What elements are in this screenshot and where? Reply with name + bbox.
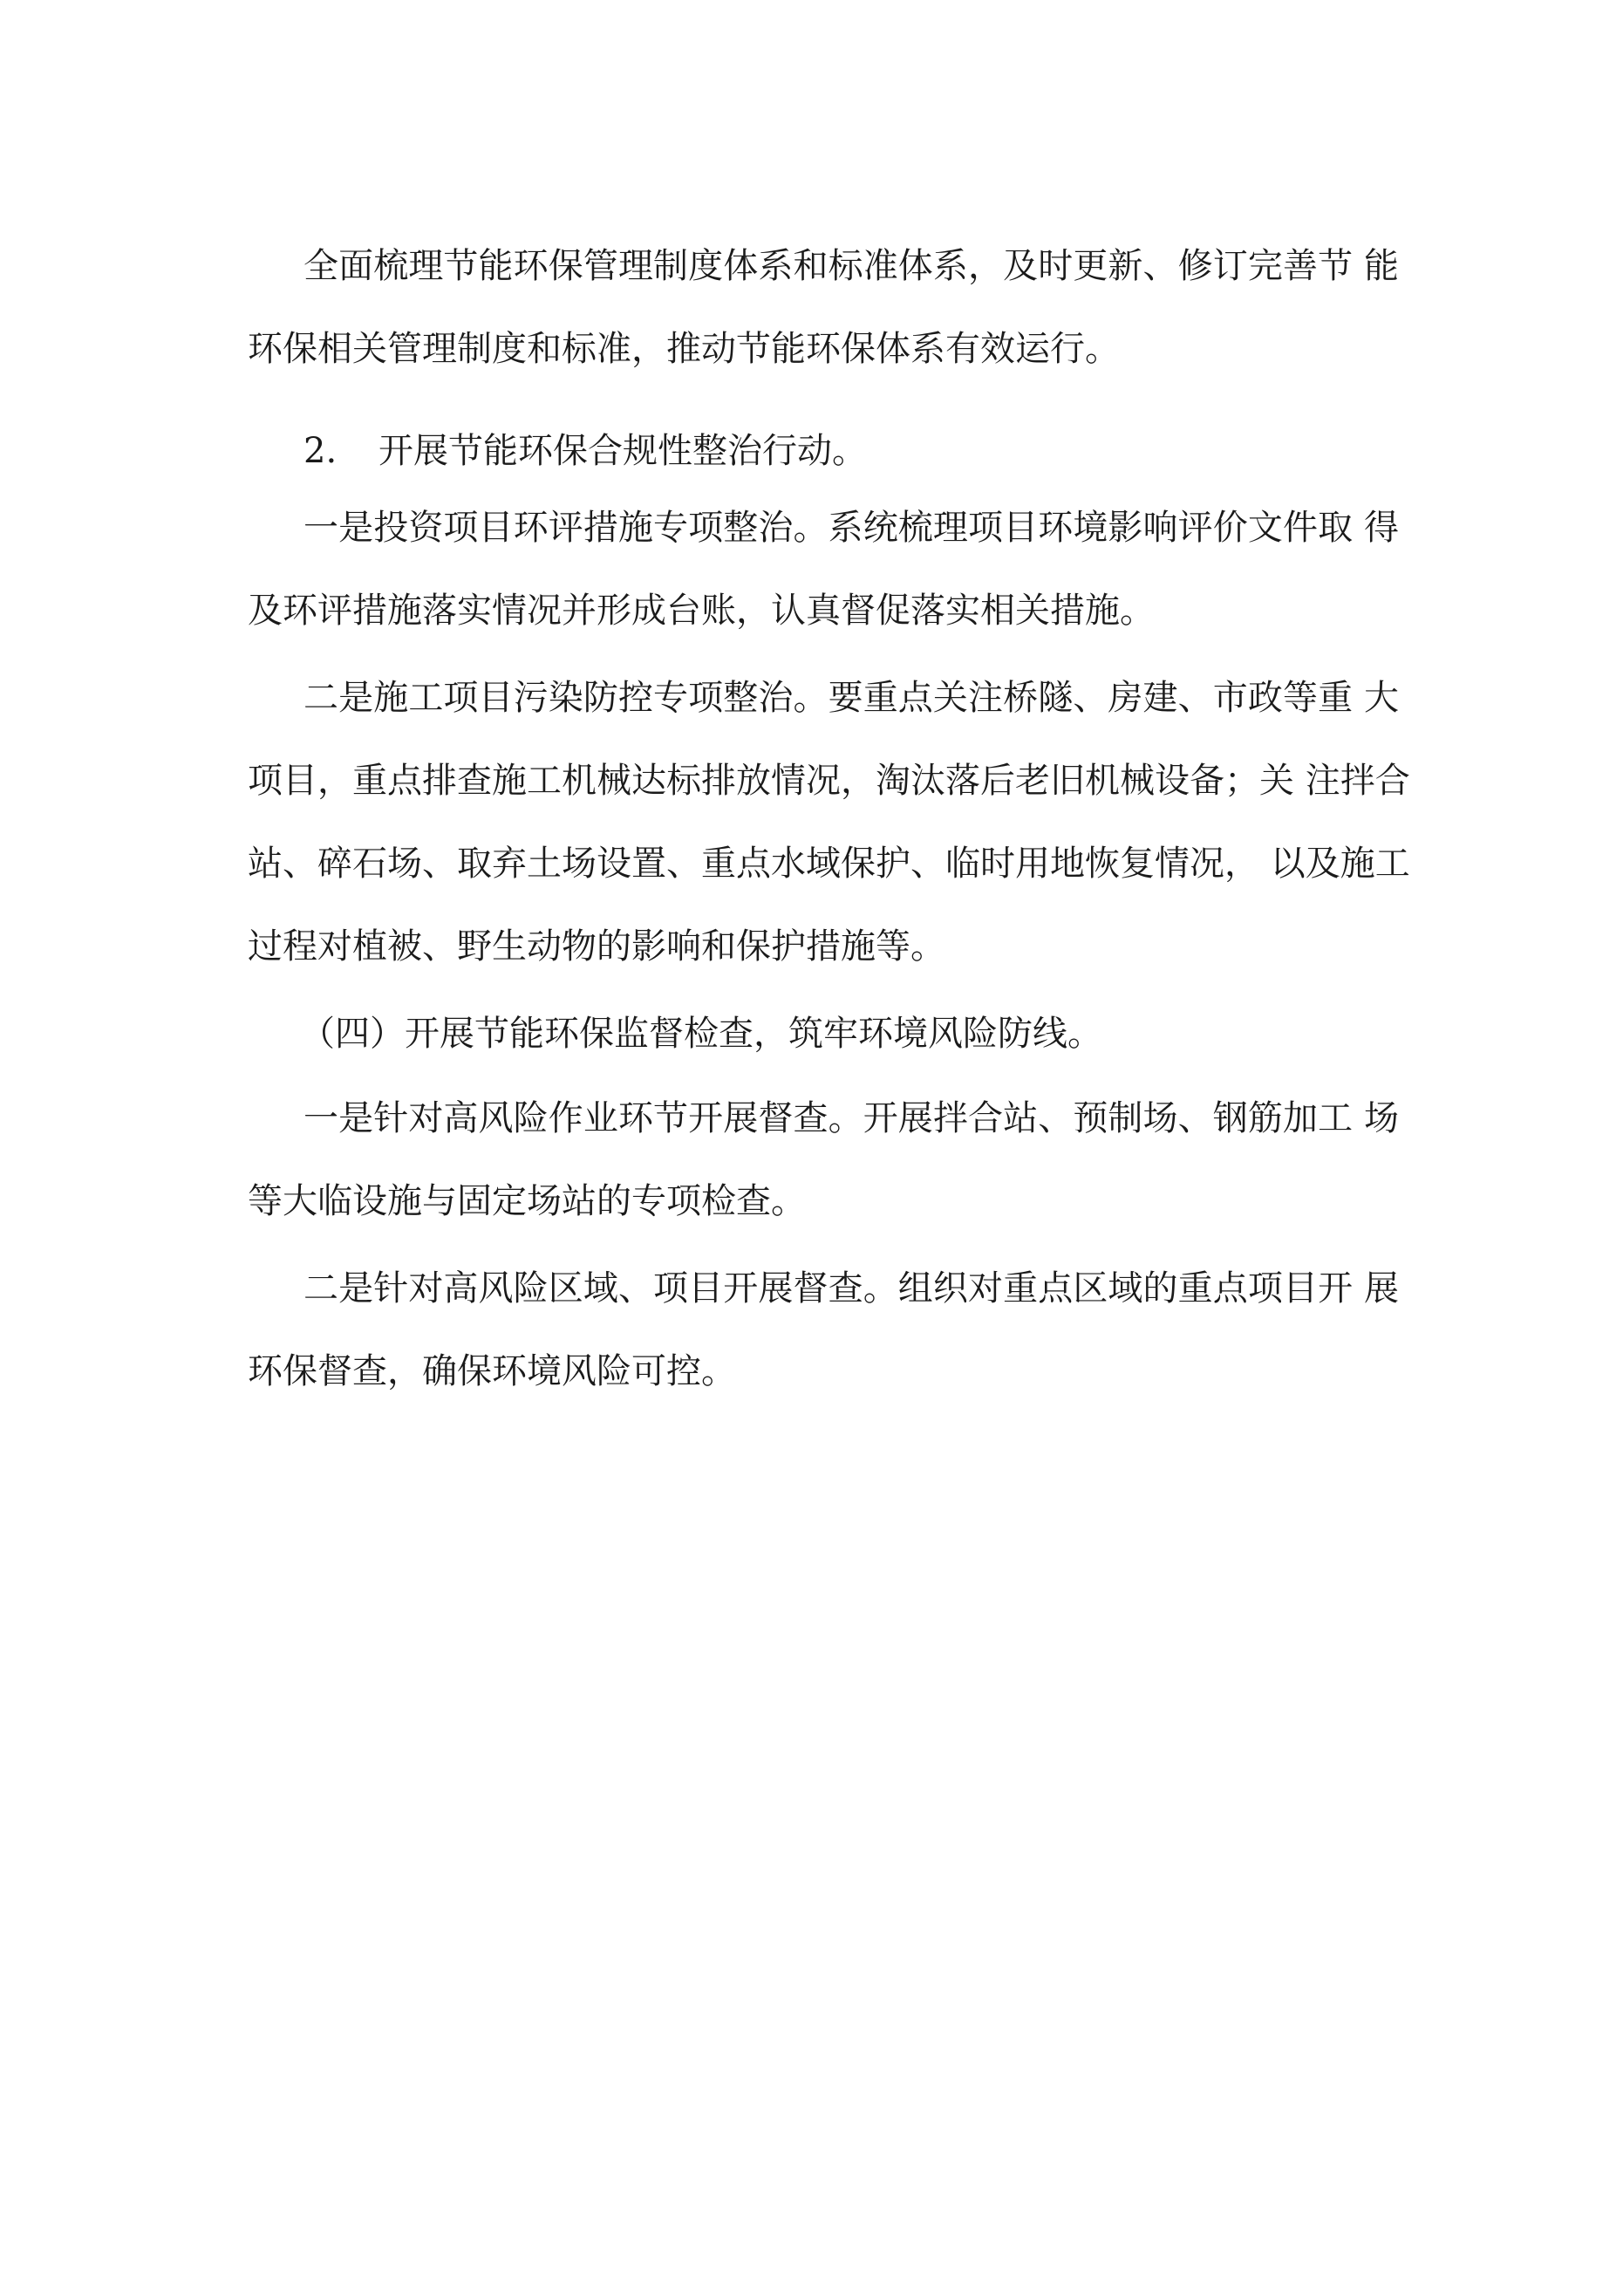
paragraph-3-line-1: 一是投资项目环评措施专项整治。系统梳理项目环境影响评价文件取 得 xyxy=(303,508,1399,548)
list-number: 2. xyxy=(303,431,338,471)
paragraph-4-line-1: 二是施工项目污染防控专项整治。要重点关注桥隧、房建、市政等重 大 xyxy=(303,678,1399,718)
paragraph-2-text: 开展节能环保合规性整治行动。 xyxy=(378,431,867,471)
paragraph-2-line-1 xyxy=(303,431,1399,472)
paragraph-4-line-2: 项目，重点排查施工机械达标排放情况，淘汰落后老旧机械设备；关 注拌合 xyxy=(248,761,1410,801)
paragraph-7-line-2: 环保督查，确保环境风险可控。 xyxy=(248,1351,736,1391)
paragraph-1-line-2: 环保相关管理制度和标准，推动节能环保体系有效运行。 xyxy=(248,329,1120,369)
paragraph-6-line-2: 等大临设施与固定场站的专项检查。 xyxy=(248,1181,806,1221)
paragraph-4-line-4: 过程对植被、野生动物的影响和保护措施等。 xyxy=(248,926,945,967)
paragraph-4-line-3: 站、碎石场、取弃土场设置、重点水域保护、临时用地恢复情况， 以及施工 xyxy=(248,844,1410,884)
paragraph-7-line-1: 二是针对高风险区域、项目开展督查。组织对重点区域的重点项目开 展 xyxy=(303,1268,1399,1309)
paragraph-3-line-2: 及环评措施落实情况并形成台账，认真督促落实相关措施。 xyxy=(248,591,1155,631)
paragraph-1-line-1: 全面梳理节能环保管理制度体系和标准体系，及时更新、修订完善节 能 xyxy=(303,246,1399,286)
paragraph-6-line-1: 一是针对高风险作业环节开展督查。开展拌合站、预制场、钢筋加工 场 xyxy=(303,1098,1399,1138)
section-heading-4: （四）开展节能环保监督检查，筑牢环境风险防线。 xyxy=(300,1014,1102,1054)
